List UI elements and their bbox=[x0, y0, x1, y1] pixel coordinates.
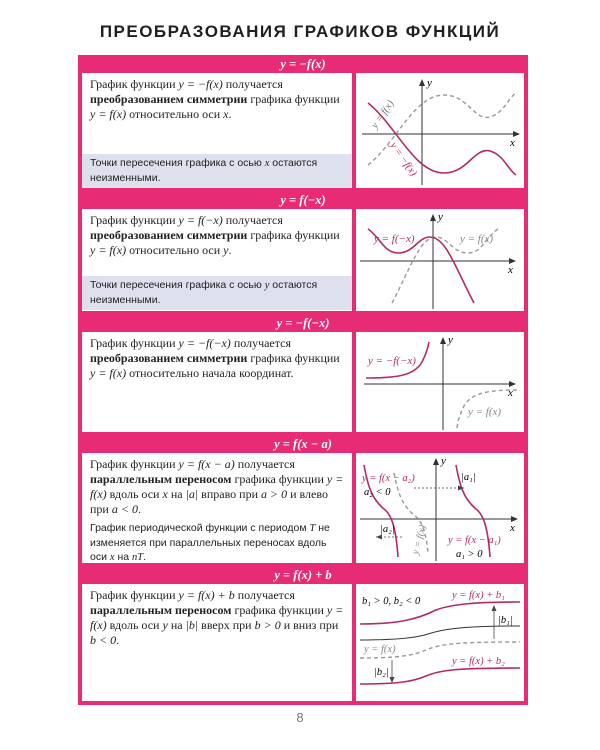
curve-right-label: y = f(x − a₁) bbox=[448, 535, 501, 546]
shift-b2-label: |b₂| bbox=[374, 667, 389, 678]
shift-b1-label: |b₁| bbox=[498, 615, 513, 626]
curve-bottom-label: y = f(x) + b₂ bbox=[452, 656, 505, 667]
page-title: ПРЕОБРАЗОВАНИЯ ГРАФИКОВ ФУНКЦИЙ bbox=[99, 22, 501, 41]
section-header-1: y = −f(x) bbox=[280, 57, 326, 71]
cond-left-label: a₂ < 0 bbox=[364, 487, 391, 498]
cond-right-label: a₁ > 0 bbox=[456, 549, 483, 560]
curve-minus-f-minus-x-label: y = −f(−x) bbox=[368, 355, 416, 367]
section-5-description: График функции y = f(x) + b получается параллельным переносом графика функции y = f(x) вдоль оси y на |b| вверх при b > 0 и вниз при b < 0. bbox=[90, 588, 344, 647]
section-3-text-cell bbox=[82, 332, 352, 432]
x-axis-label: x bbox=[510, 137, 515, 149]
section-2-graph bbox=[356, 209, 524, 311]
section-1-note: Точки пересечения графика с осью x остаются неизменными. bbox=[82, 154, 352, 188]
section-header-5: y = f(x) + b bbox=[274, 568, 332, 582]
section-2-note: Точки пересечения графика с осью y остаются неизменными. bbox=[82, 276, 352, 310]
y-axis-label: y bbox=[441, 455, 446, 467]
x-axis-label: x bbox=[508, 387, 513, 399]
section-1-text-cell bbox=[82, 73, 352, 188]
y-axis-label: y bbox=[438, 211, 443, 223]
curve-f-label: y = f(x) bbox=[369, 98, 397, 131]
transformations-table bbox=[78, 55, 528, 705]
section-1-description: График функции y = −f(x) получается преобразованием симметрии графика функции y = f(x) относительно оси x. bbox=[90, 77, 340, 121]
curve-f-label: y = f(x) bbox=[460, 233, 494, 245]
x-axis-label: x bbox=[508, 264, 513, 276]
section-2-text-cell bbox=[82, 209, 352, 311]
section-3-description: График функции y = −f(−x) получается преобразованием симметрии графика функции y = f(x) относительно начала координат. bbox=[90, 336, 340, 380]
y-axis-label: y bbox=[427, 77, 432, 89]
curve-f-label: y = f(x) bbox=[468, 406, 502, 418]
section-header-2: y = f(−x) bbox=[280, 193, 326, 207]
x-axis-label: x bbox=[510, 522, 515, 534]
curve-top-label: y = f(x) + b₁ bbox=[452, 590, 505, 601]
section-2-description: График функции y = f(−x) получается преобразованием симметрии графика функции y = f(x) относительно оси y. bbox=[90, 213, 340, 257]
section-4-note: График периодической функции с периодом T не изменяется при параллельных переносах вдоль оси x на nT. bbox=[90, 522, 330, 563]
base-curve-label: y = f(x) bbox=[364, 644, 396, 655]
shift-a2-label: |a₂| bbox=[380, 524, 395, 535]
curve-left-label: y = f(x − a₂) bbox=[362, 473, 415, 484]
section-1-graph bbox=[356, 73, 524, 188]
base-curve-label: y = f(x) bbox=[410, 523, 429, 556]
section-3-graph bbox=[356, 332, 524, 432]
section-4-description: График функции y = f(x − a) получается параллельным переносом графика функции y = f(x) вдоль оси x на |a| вправо при a > 0 и влево при a < 0. bbox=[90, 457, 344, 516]
page-number: 8 bbox=[296, 710, 304, 725]
section-5-graph bbox=[356, 584, 524, 701]
section-header-3: y = −f(−x) bbox=[276, 316, 330, 330]
y-axis-label: y bbox=[448, 334, 453, 346]
section-4-graph bbox=[356, 453, 524, 563]
section-4-text-cell bbox=[82, 453, 352, 563]
shift-a1-label: |a₁| bbox=[461, 472, 476, 483]
section-5-text-cell bbox=[82, 584, 352, 701]
curve-f-minus-x-label: y = f(−x) bbox=[374, 233, 415, 245]
cond-label: b₁ > 0, b₂ < 0 bbox=[362, 596, 421, 607]
section-header-4: y = f(x − a) bbox=[274, 437, 332, 451]
curve-minus-f-label: y = −f(x) bbox=[387, 140, 419, 179]
